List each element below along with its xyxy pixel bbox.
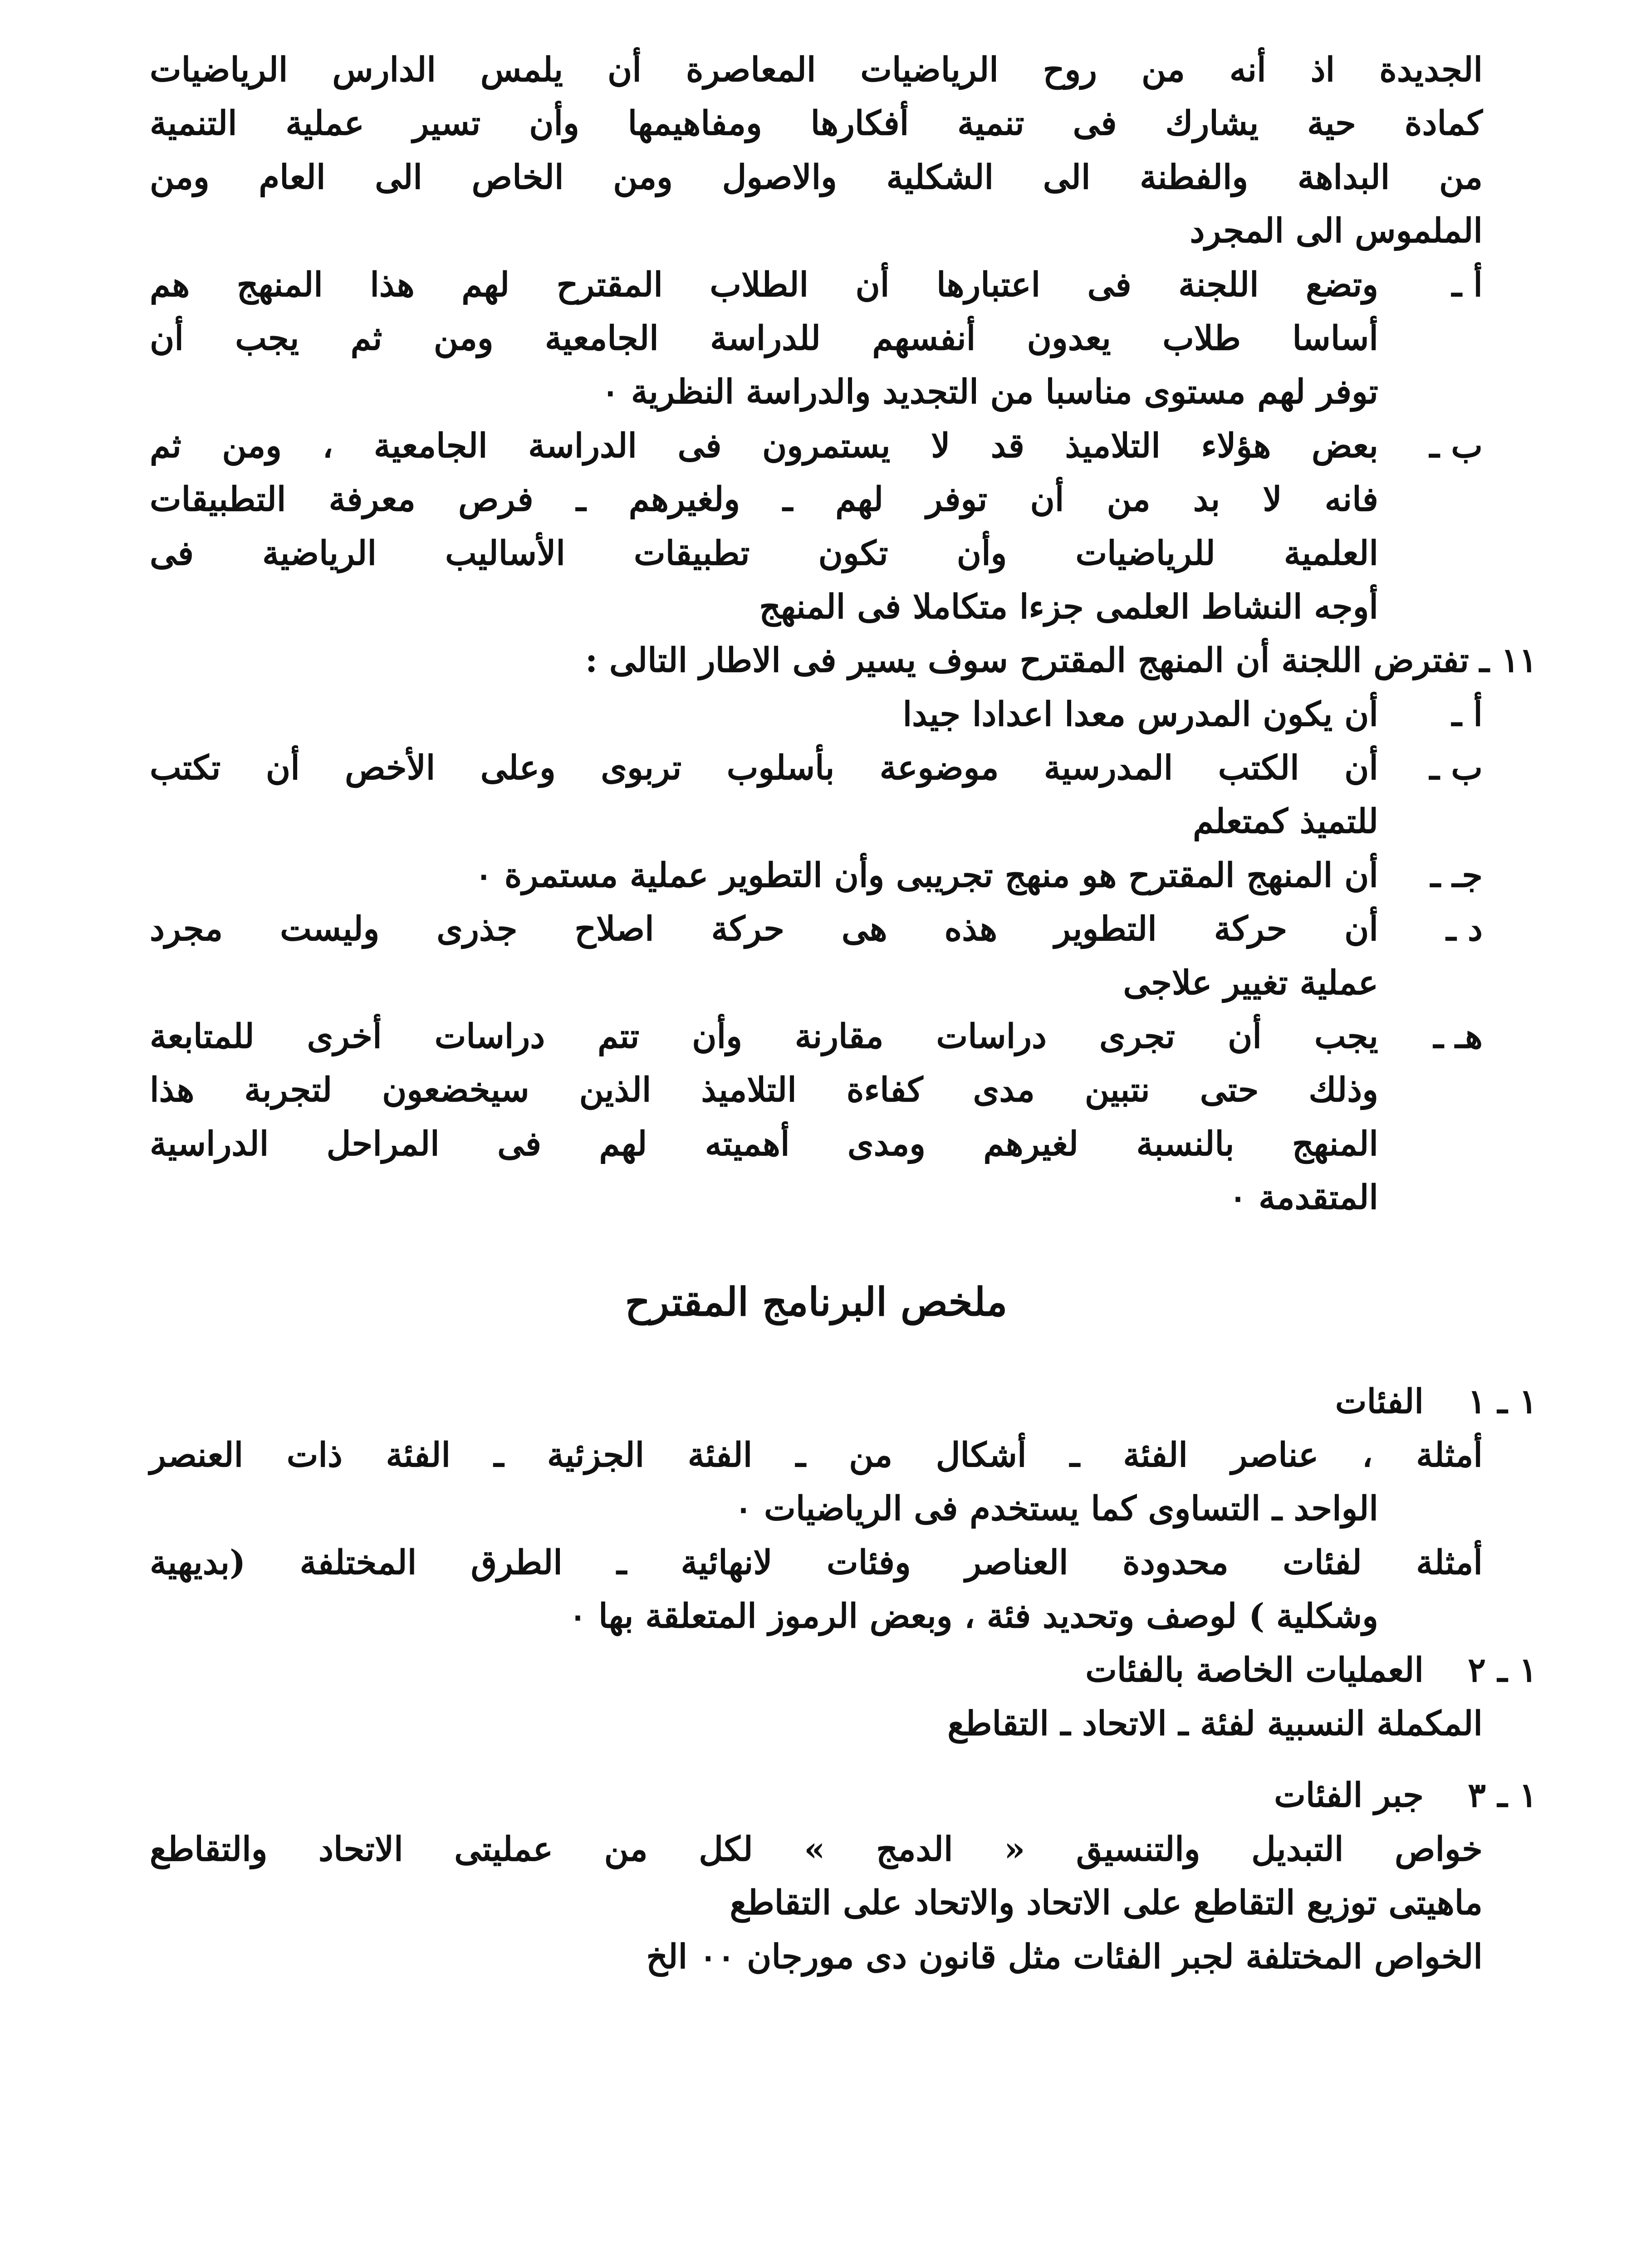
item-label: أ ـ (1451, 694, 1483, 734)
summary-section (150, 1375, 1537, 1643)
item-first-line (150, 741, 1483, 795)
text-line: أمثلة لفئات محدودة العناصر وفئات لانهائية ـ الطرق المختلفة (بديهية (150, 1543, 1483, 1582)
text-line: أمثلة ، عناصر الفئة ـ أشكال من ـ الفئة الجزئية ـ الفئة ذات العنصر (150, 1435, 1483, 1475)
item-first-line (150, 419, 1483, 473)
text-line: المنهج بالنسبة لغيرهم ومدى أهميته لهم فى المراحل الدراسية (150, 1124, 1378, 1163)
text-line: الجديدة اذ أنه من روح الرياضيات المعاصرة أن يلمس الدارس الرياضيات (150, 50, 1483, 89)
text-line: تفترض اللجنة أن المنهج المقترح سوف يسير فى الاطار التالى : (585, 641, 1469, 680)
item-label: هـ ـ (1433, 1017, 1483, 1056)
text-line: أن حركة التطوير هذه هى حركة اصلاح جذرى وليست مجرد (150, 909, 1378, 949)
section-number: ١ ـ ٣ (1468, 1776, 1537, 1815)
text-line: وشكلية ) لوصف وتحديد فئة ، وبعض الرموز المتعلقة بها ٠ (568, 1597, 1378, 1636)
text-line: فانه لا بد من أن توفر لهم ـ ولغيرهم ـ فرص معرفة التطبيقات (150, 480, 1378, 519)
point-11-heading (150, 634, 1537, 687)
intro-paragraph (150, 43, 1483, 258)
text-line: خواص التبديل والتنسيق « الدمج » لكل من عمليتى الاتحاد والتقاطع (150, 1829, 1483, 1869)
point-number: ١١ ـ (1479, 641, 1537, 680)
list-a (150, 258, 1483, 634)
text-line: عملية تغيير علاجى (1123, 963, 1378, 1002)
section-heading: ملخص البرنامج المقترح (625, 1279, 1008, 1325)
section-title-row (150, 1769, 1537, 1822)
text-line: أساسا طلاب يعدون أنفسهم للدراسة الجامعية ومن ثم يجب أن (150, 318, 1378, 358)
list-item (150, 849, 1483, 902)
section-number: ١ ـ ١ (1468, 1382, 1537, 1421)
section-number: ١ ـ ٢ (1468, 1650, 1537, 1690)
section-title: العمليات الخاصة بالفئات (1085, 1650, 1424, 1690)
text-line: الواحد ـ التساوى كما يستخدم فى الرياضيات ٠ (734, 1489, 1378, 1529)
section-title: جبر الفئات (1274, 1776, 1424, 1815)
summary-section (150, 1769, 1537, 1984)
item-first-line (150, 1010, 1483, 1063)
text-line: أن يكون المدرس معدا اعدادا جيدا (902, 694, 1378, 734)
text-line: المكملة النسبية لفئة ـ الاتحاد ـ التقاطع (947, 1704, 1483, 1743)
text-line: يجب أن تجرى دراسات مقارنة وأن تتم دراسات أخرى للمتابعة (150, 1017, 1378, 1056)
section-title-row (150, 1643, 1537, 1697)
item-first-line (150, 258, 1483, 312)
item-label: ب ـ (1429, 426, 1483, 465)
text-line: وتضع اللجنة فى اعتبارها أن الطلاب المقترح لهم هذا المنهج هم (150, 265, 1378, 304)
text-line: الملموس الى المجرد (1190, 211, 1483, 251)
text-line: العلمية للرياضيات وأن تكون تطبيقات الأساليب الرياضية فى (150, 533, 1378, 573)
item-first-line (150, 902, 1483, 956)
text-line: المتقدمة ٠ (1229, 1178, 1378, 1217)
point-11 (150, 634, 1537, 1224)
text-line: أن المنهج المقترح هو منهج تجريبى وأن التطوير عملية مستمرة ٠ (475, 855, 1378, 895)
list-item (150, 1010, 1483, 1225)
text-line: ماهيتى توزيع التقاطع على الاتحاد والاتحاد على التقاطع (730, 1883, 1483, 1923)
text-line: الخواص المختلفة لجبر الفئات مثل قانون دى مورجان ٠٠ الخ (646, 1937, 1483, 1976)
summary-section (150, 1643, 1537, 1751)
list-item (150, 688, 1483, 741)
text-line: توفر لهم مستوى مناسبا من التجديد والدراسة النظرية ٠ (601, 372, 1378, 412)
item-label: ب ـ (1429, 748, 1483, 788)
item-label: جـ ـ (1430, 855, 1483, 895)
section-title: الفئات (1335, 1382, 1424, 1421)
item-label: د ـ (1446, 909, 1483, 949)
text-line: كمادة حية يشارك فى تنمية أفكارها ومفاهيمها وأن تسير عملية التنمية (150, 104, 1483, 143)
list-item (150, 258, 1483, 419)
list-item (150, 902, 1483, 1010)
text-line: من البداهة والفطنة الى الشكلية والاصول ومن الخاص الى العام ومن (150, 157, 1483, 197)
list-item (150, 741, 1483, 849)
item-label: أ ـ (1451, 265, 1483, 304)
text-line: أن الكتب المدرسية موضوعة بأسلوب تربوى وعلى الأخص أن تكتب (150, 748, 1378, 788)
section-title-row (150, 1375, 1537, 1428)
text-line: أوجه النشاط العلمى جزءا متكاملا فى المنهج (759, 587, 1378, 626)
text-line: للتميذ كمتعلم (1193, 802, 1378, 841)
text-line: بعض هؤلاء التلاميذ قد لا يستمرون فى الدراسة الجامعية ، ومن ثم (150, 426, 1378, 465)
text-line: وذلك حتى نتبين مدى كفاءة التلاميذ الذين سيخضعون لتجربة هذا (150, 1070, 1378, 1110)
list-item (150, 419, 1483, 634)
